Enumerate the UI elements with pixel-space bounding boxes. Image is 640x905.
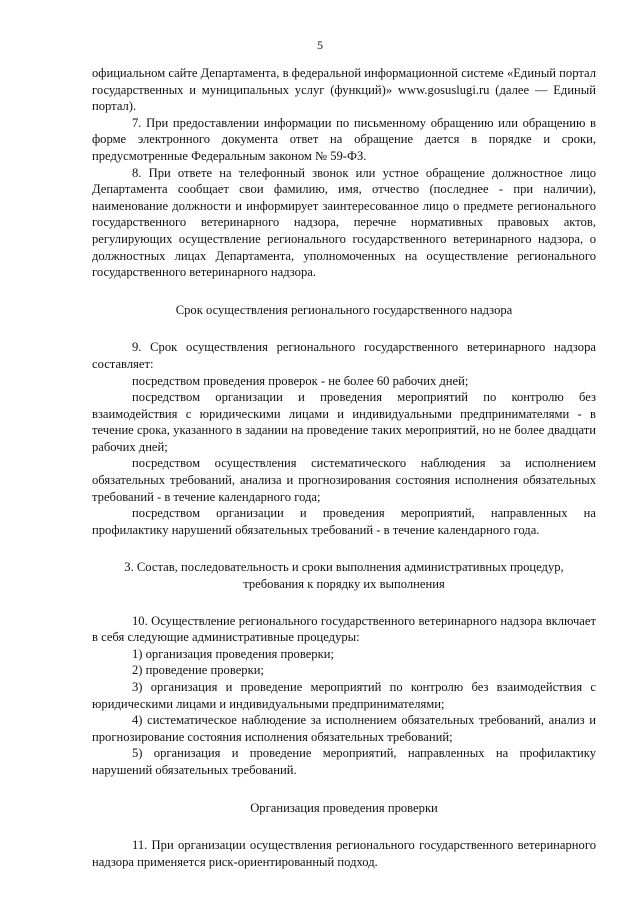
paragraph-continuation: официальном сайте Департамента, в федеральной информационной системе «Единый портал государственных и муниципальных услуг (функций)» www.gosuslugi.ru (далее — Единый портал). bbox=[92, 66, 596, 114]
chapter-heading-line-2: требования к порядку их выполнения bbox=[243, 577, 445, 592]
page-number: 5 bbox=[317, 38, 323, 52]
term-item-control-measures: посредством организации и проведения мероприятий по контролю без взаимодействия с юридическими лицами и индивидуальными предпринимателями - в течение срока, указанного в задании на проведение таких мероприятий, но не более двадцати рабочих дней; bbox=[92, 390, 596, 454]
procedure-item-1: 1) организация проведения проверки; bbox=[132, 646, 334, 661]
procedure-item-5: 5) организация и проведение мероприятий, направленных на профилактику нарушений обязательных требований. bbox=[92, 746, 596, 777]
term-item-inspections: посредством проведения проверок - не более 60 рабочих дней; bbox=[132, 373, 469, 388]
chapter-heading-line-1: 3. Состав, последовательность и сроки выполнения административных процедур, bbox=[124, 560, 564, 575]
chapter-heading-3 bbox=[92, 559, 596, 592]
paragraph-10: 10. Осуществление регионального государственного ветеринарного надзора включает в себя следующие административные процедуры: bbox=[92, 613, 596, 645]
document-body bbox=[92, 65, 596, 870]
paragraph-11: 11. При организации осуществления регионального государственного ветеринарного надзора применяется риск-ориентированный подход. bbox=[92, 838, 596, 869]
paragraph-8: 8. При ответе на телефонный звонок или устное обращение должностное лицо Департамента сообщает свои фамилию, имя, отчество (последнее - при наличии), наименование должности и информирует заинтересованное лицо о предмете регионального государственного ветеринарного надзора, перечне нормативных правовых актов, регулирующих осуществление регионального государственного ветеринарного надзора, о должностных лицах Департамента, уполномоченных на осуществление регионального государственного ветеринарного надзора. bbox=[92, 165, 596, 280]
paragraph-7: 7. При предоставлении информации по письменному обращению или обращению в форме электронного документа ответ на обращение дается в порядке и сроки, предусмотренные Федеральным законом № 59-ФЗ. bbox=[92, 115, 596, 163]
procedure-item-4: 4) систематическое наблюдение за исполнением обязательных требований, анализ и прогнозирование состояния исполнения обязательных требований; bbox=[92, 713, 596, 744]
section-heading-supervision-term: Срок осуществления регионального государственного надзора bbox=[175, 302, 513, 317]
procedure-item-3: 3) организация и проведение мероприятий по контролю без взаимодействия с юридическими лицами и индивидуальными предпринимателями; bbox=[92, 680, 596, 711]
term-item-prevention: посредством организации и проведения мероприятий, направленных на профилактику нарушений обязательных требований - в течение календарного года. bbox=[92, 506, 596, 537]
paragraph-9: 9. Срок осуществления регионального государственного ветеринарного надзора составляет: bbox=[92, 340, 596, 371]
procedure-item-2: 2) проведение проверки; bbox=[132, 663, 264, 678]
term-item-observation: посредством осуществления систематического наблюдения за исполнением обязательных требований, анализа и прогнозирования состояния исполнения обязательных требований - в течение календарного года; bbox=[92, 456, 596, 504]
section-heading-inspection-organization: Организация проведения проверки bbox=[250, 800, 438, 815]
